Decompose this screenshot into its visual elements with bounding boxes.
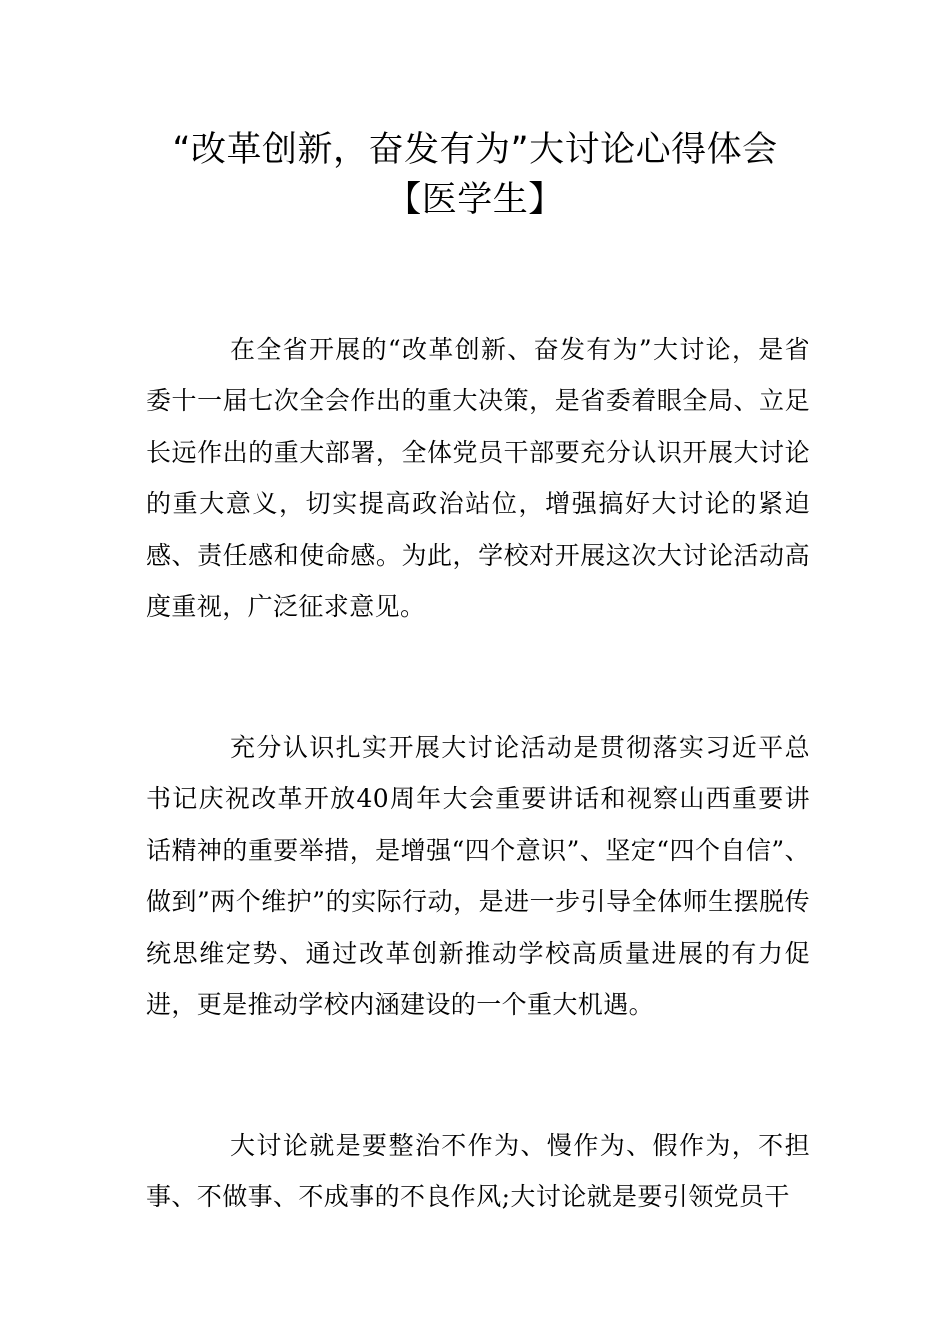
document-title-line-1: “改革创新，奋发有为”大讨论心得体会 <box>172 130 778 170</box>
paragraph-3: 大讨论就是要整治不作为、慢作为、假作为，不担事、不做事、不成事的不良作风;大讨论就是要引领党员干 <box>146 1131 810 1212</box>
document-title-line-2: 【医学生】 <box>386 180 564 220</box>
paragraph-2: 充分认识扎实开展大讨论活动是贯彻落实习近平总书记庆祝改革开放40周年大会重要讲话和视察山西重要讲话精神的重要举措，是增强“四个意识”、坚定“四个自信”、做到”两个维护”的实际行动，是进一步引导全体师生摆脱传统思维定势、通过改革创新推动学校高质量进展的有力促进，更是推动学校内涵建设的一个重大机遇。 <box>146 733 810 1020</box>
paragraph-1: 在全省开展的“改革创新、奋发有为”大讨论，是省委十一届七次全会作出的重大决策，是省委着眼全局、立足长远作出的重大部署，全体党员干部要充分认识开展大讨论的重大意义，切实提高政治站位，增强搞好大讨论的紧迫感、责任感和使命感。为此，学校对开展这次大讨论活动高度重视，广泛征求意见。 <box>146 335 810 622</box>
